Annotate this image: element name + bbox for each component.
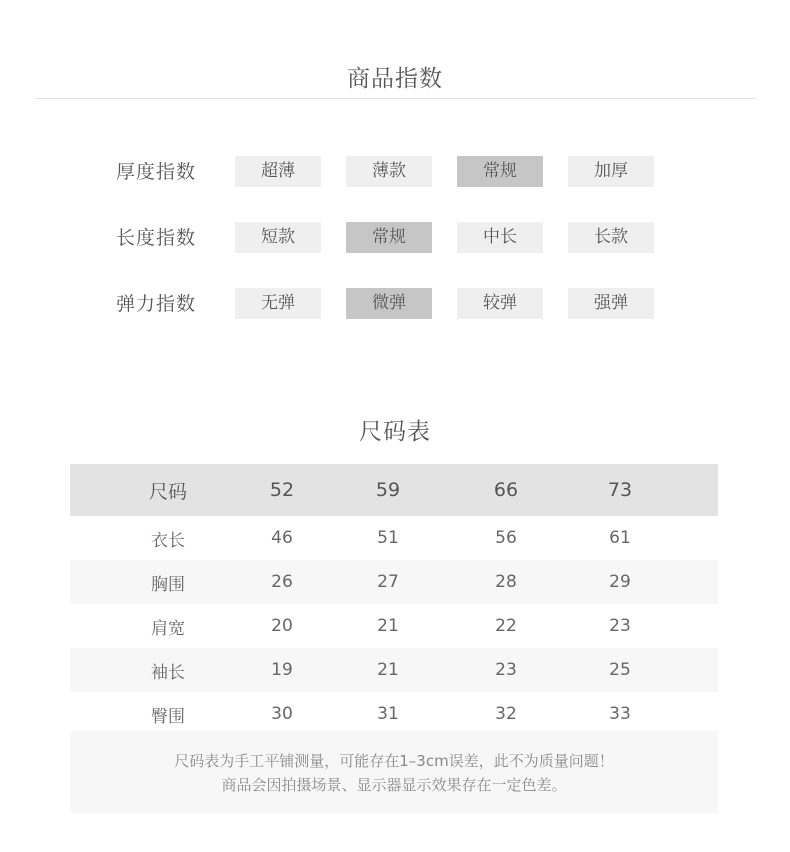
index-row-length	[0, 222, 790, 254]
table-header-row	[70, 464, 718, 516]
header-cell: 尺码	[148, 480, 187, 503]
table-cell: 30	[271, 704, 293, 724]
header-cell: 66	[493, 479, 519, 501]
index-row-thickness	[0, 156, 790, 188]
size-chart-note	[70, 731, 718, 813]
header-cell: 52	[269, 479, 295, 501]
index-option: 薄款	[346, 156, 432, 187]
index-option-selected: 常规	[457, 156, 543, 187]
header-cell: 59	[375, 479, 401, 501]
table-cell: 袖长	[151, 662, 185, 683]
index-option: 长款	[568, 222, 654, 253]
table-cell: 29	[609, 572, 631, 592]
table-cell: 27	[377, 572, 399, 592]
index-option: 无弹	[235, 288, 321, 319]
index-option-selected: 常规	[346, 222, 432, 253]
table-cell: 21	[377, 660, 399, 680]
index-option: 加厚	[568, 156, 654, 187]
index-option: 超薄	[235, 156, 321, 187]
index-label: 弹力指数	[116, 293, 197, 315]
index-label: 厚度指数	[116, 161, 197, 183]
index-row-elasticity	[0, 288, 790, 320]
table-cell: 31	[377, 704, 399, 724]
product-index-title: 商品指数	[347, 66, 443, 92]
table-cell: 胸围	[151, 574, 185, 595]
table-cell: 22	[495, 616, 517, 636]
table-cell: 32	[495, 704, 517, 724]
index-option: 中长	[457, 222, 543, 253]
table-cell: 26	[271, 572, 293, 592]
header-cell: 73	[607, 479, 633, 501]
table-cell: 23	[495, 660, 517, 680]
index-option: 短款	[235, 222, 321, 253]
table-cell: 33	[609, 704, 631, 724]
table-cell: 21	[377, 616, 399, 636]
size-chart-title: 尺码表	[359, 419, 431, 445]
table-cell: 23	[609, 616, 631, 636]
table-cell: 56	[495, 528, 517, 548]
index-label: 长度指数	[116, 227, 197, 249]
table-row	[70, 560, 718, 604]
table-cell: 肩宽	[151, 618, 185, 639]
table-cell: 臀围	[151, 706, 185, 727]
table-cell: 28	[495, 572, 517, 592]
note-line: 商品会因拍摄场景、显示器显示效果存在一定色差。	[221, 776, 567, 794]
table-cell: 20	[271, 616, 293, 636]
table-row	[70, 604, 718, 648]
index-option: 较弹	[457, 288, 543, 319]
size-table	[70, 464, 718, 736]
table-cell: 51	[377, 528, 399, 548]
table-cell: 61	[609, 528, 631, 548]
note-line: 尺码表为手工平铺测量，可能存在1–3cm误差，此不为质量问题！	[174, 752, 614, 770]
table-row	[70, 516, 718, 560]
index-option-selected: 微弹	[346, 288, 432, 319]
table-cell: 25	[609, 660, 631, 680]
table-cell: 19	[271, 660, 293, 680]
index-option: 强弹	[568, 288, 654, 319]
table-cell: 46	[271, 528, 293, 548]
table-row	[70, 692, 718, 736]
table-row	[70, 648, 718, 692]
title-divider	[35, 98, 756, 99]
table-cell: 衣长	[151, 530, 185, 551]
